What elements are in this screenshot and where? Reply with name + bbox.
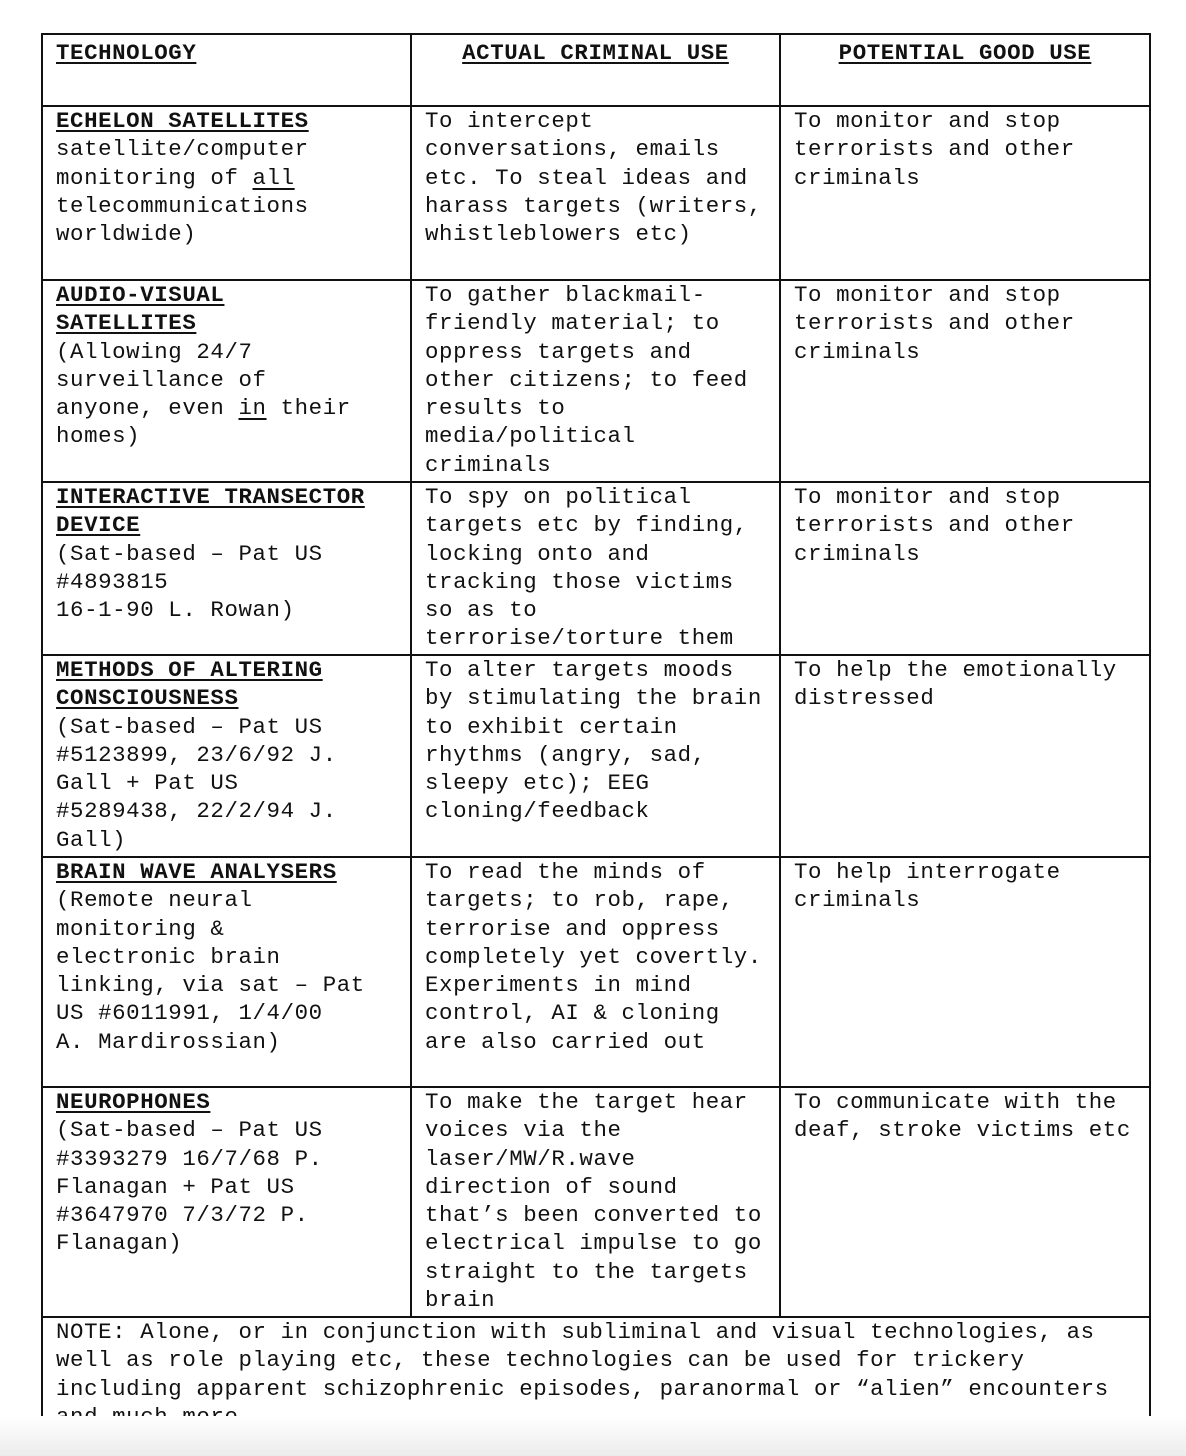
technology-name: ECHELON SATELLITES: [56, 108, 309, 134]
good-use-cell: To help the emotionally distressed: [780, 655, 1150, 857]
underlined-word: in: [238, 395, 267, 422]
good-use-cell: To monitor and stop terrorists and other criminals: [780, 482, 1150, 655]
header-good-use: POTENTIAL GOOD USE: [780, 34, 1150, 106]
technology-description: (Remote neural monitoring & electronic brain linking, via sat – Pat US #6011991, 1/4/00 A. Mardirossian): [56, 887, 365, 1055]
description-text: telecommunications worldwide): [56, 192, 309, 248]
technology-cell: [42, 655, 411, 857]
criminal-use-cell: To intercept conversations, emails etc. To steal ideas and harass targets (writers, whistleblowers etc): [411, 106, 780, 280]
header-row: [42, 34, 1150, 106]
technology-description: (Sat-based – Pat US #5123899, 23/6/92 J. Gall + Pat US #5289438, 22/2/94 J. Gall): [56, 713, 337, 853]
table-row: [42, 655, 1150, 857]
technology-description: [56, 136, 309, 247]
technology-name: METHODS OF ALTERING CONSCIOUSNESS: [56, 657, 323, 712]
technology-name: AUDIO-VISUAL SATELLITES: [56, 282, 225, 337]
table-row: [42, 857, 1150, 1087]
description-text: their homes): [56, 395, 351, 450]
technology-description: (Sat-based – Pat US #4893815 16-1-90 L. Rowan): [56, 540, 323, 624]
description-text: (Allowing 24/7 surveillance of anyone, even: [56, 338, 267, 422]
table-row: [42, 482, 1150, 655]
technology-cell: [42, 280, 411, 482]
note-text: NOTE: Alone, or in conjunction with subliminal and visual technologies, as well as role playing etc, these technologies can be used for trickery including apparent schizophrenic episodes, paranormal or “alien” encounters: [42, 1317, 1150, 1435]
good-use-cell: To help interrogate criminals: [780, 857, 1150, 1087]
technology-description: (Sat-based – Pat US #3393279 16/7/68 P. Flanagan + Pat US #3647970 7/3/72 P. Flanagan): [56, 1117, 323, 1257]
table-row: [42, 280, 1150, 482]
technology-name: BRAIN WAVE ANALYSERS: [56, 859, 337, 885]
technology-cell: [42, 1087, 411, 1317]
criminal-use-cell: To read the minds of targets; to rob, rape, terrorise and oppress completely yet covertly. Experiments in mind control, AI & cloning are also carried out: [411, 857, 780, 1087]
technology-name: INTERACTIVE TRANSECTOR DEVICE: [56, 484, 365, 539]
good-use-cell: To monitor and stop terrorists and other criminals: [780, 280, 1150, 482]
header-technology: TECHNOLOGY: [42, 34, 411, 106]
technology-table: [41, 33, 1151, 1436]
technology-cell: [42, 106, 411, 280]
criminal-use-cell: To alter targets moods by stimulating the brain to exhibit certain rhythms (angry, sad, sleepy etc); EEG cloning/feedback: [411, 655, 780, 857]
description-text: satellite/computer monitoring of: [56, 136, 309, 191]
technology-name: NEUROPHONES: [56, 1089, 211, 1115]
header-criminal-use: ACTUAL CRIMINAL USE: [411, 34, 780, 106]
good-use-cell: To monitor and stop terrorists and other criminals: [780, 106, 1150, 280]
page-bottom-shade: [0, 1416, 1186, 1456]
underlined-word: all: [252, 164, 295, 191]
criminal-use-cell: To make the target hear voices via the laser/MW/R.wave direction of sound that’s been converted to electrical impulse to go straight to the targets brain: [411, 1087, 780, 1317]
criminal-use-cell: To spy on political targets etc by finding, locking onto and tracking those victims so as to terrorise/torture them: [411, 482, 780, 655]
table-row: [42, 106, 1150, 280]
good-use-cell: To communicate with the deaf, stroke victims etc: [780, 1087, 1150, 1317]
technology-cell: [42, 857, 411, 1087]
technology-cell: [42, 482, 411, 655]
criminal-use-cell: To gather blackmail- friendly material; to oppress targets and other citizens; to feed results to media/political criminals: [411, 280, 780, 482]
table-row: [42, 1087, 1150, 1317]
technology-description: [56, 339, 351, 450]
